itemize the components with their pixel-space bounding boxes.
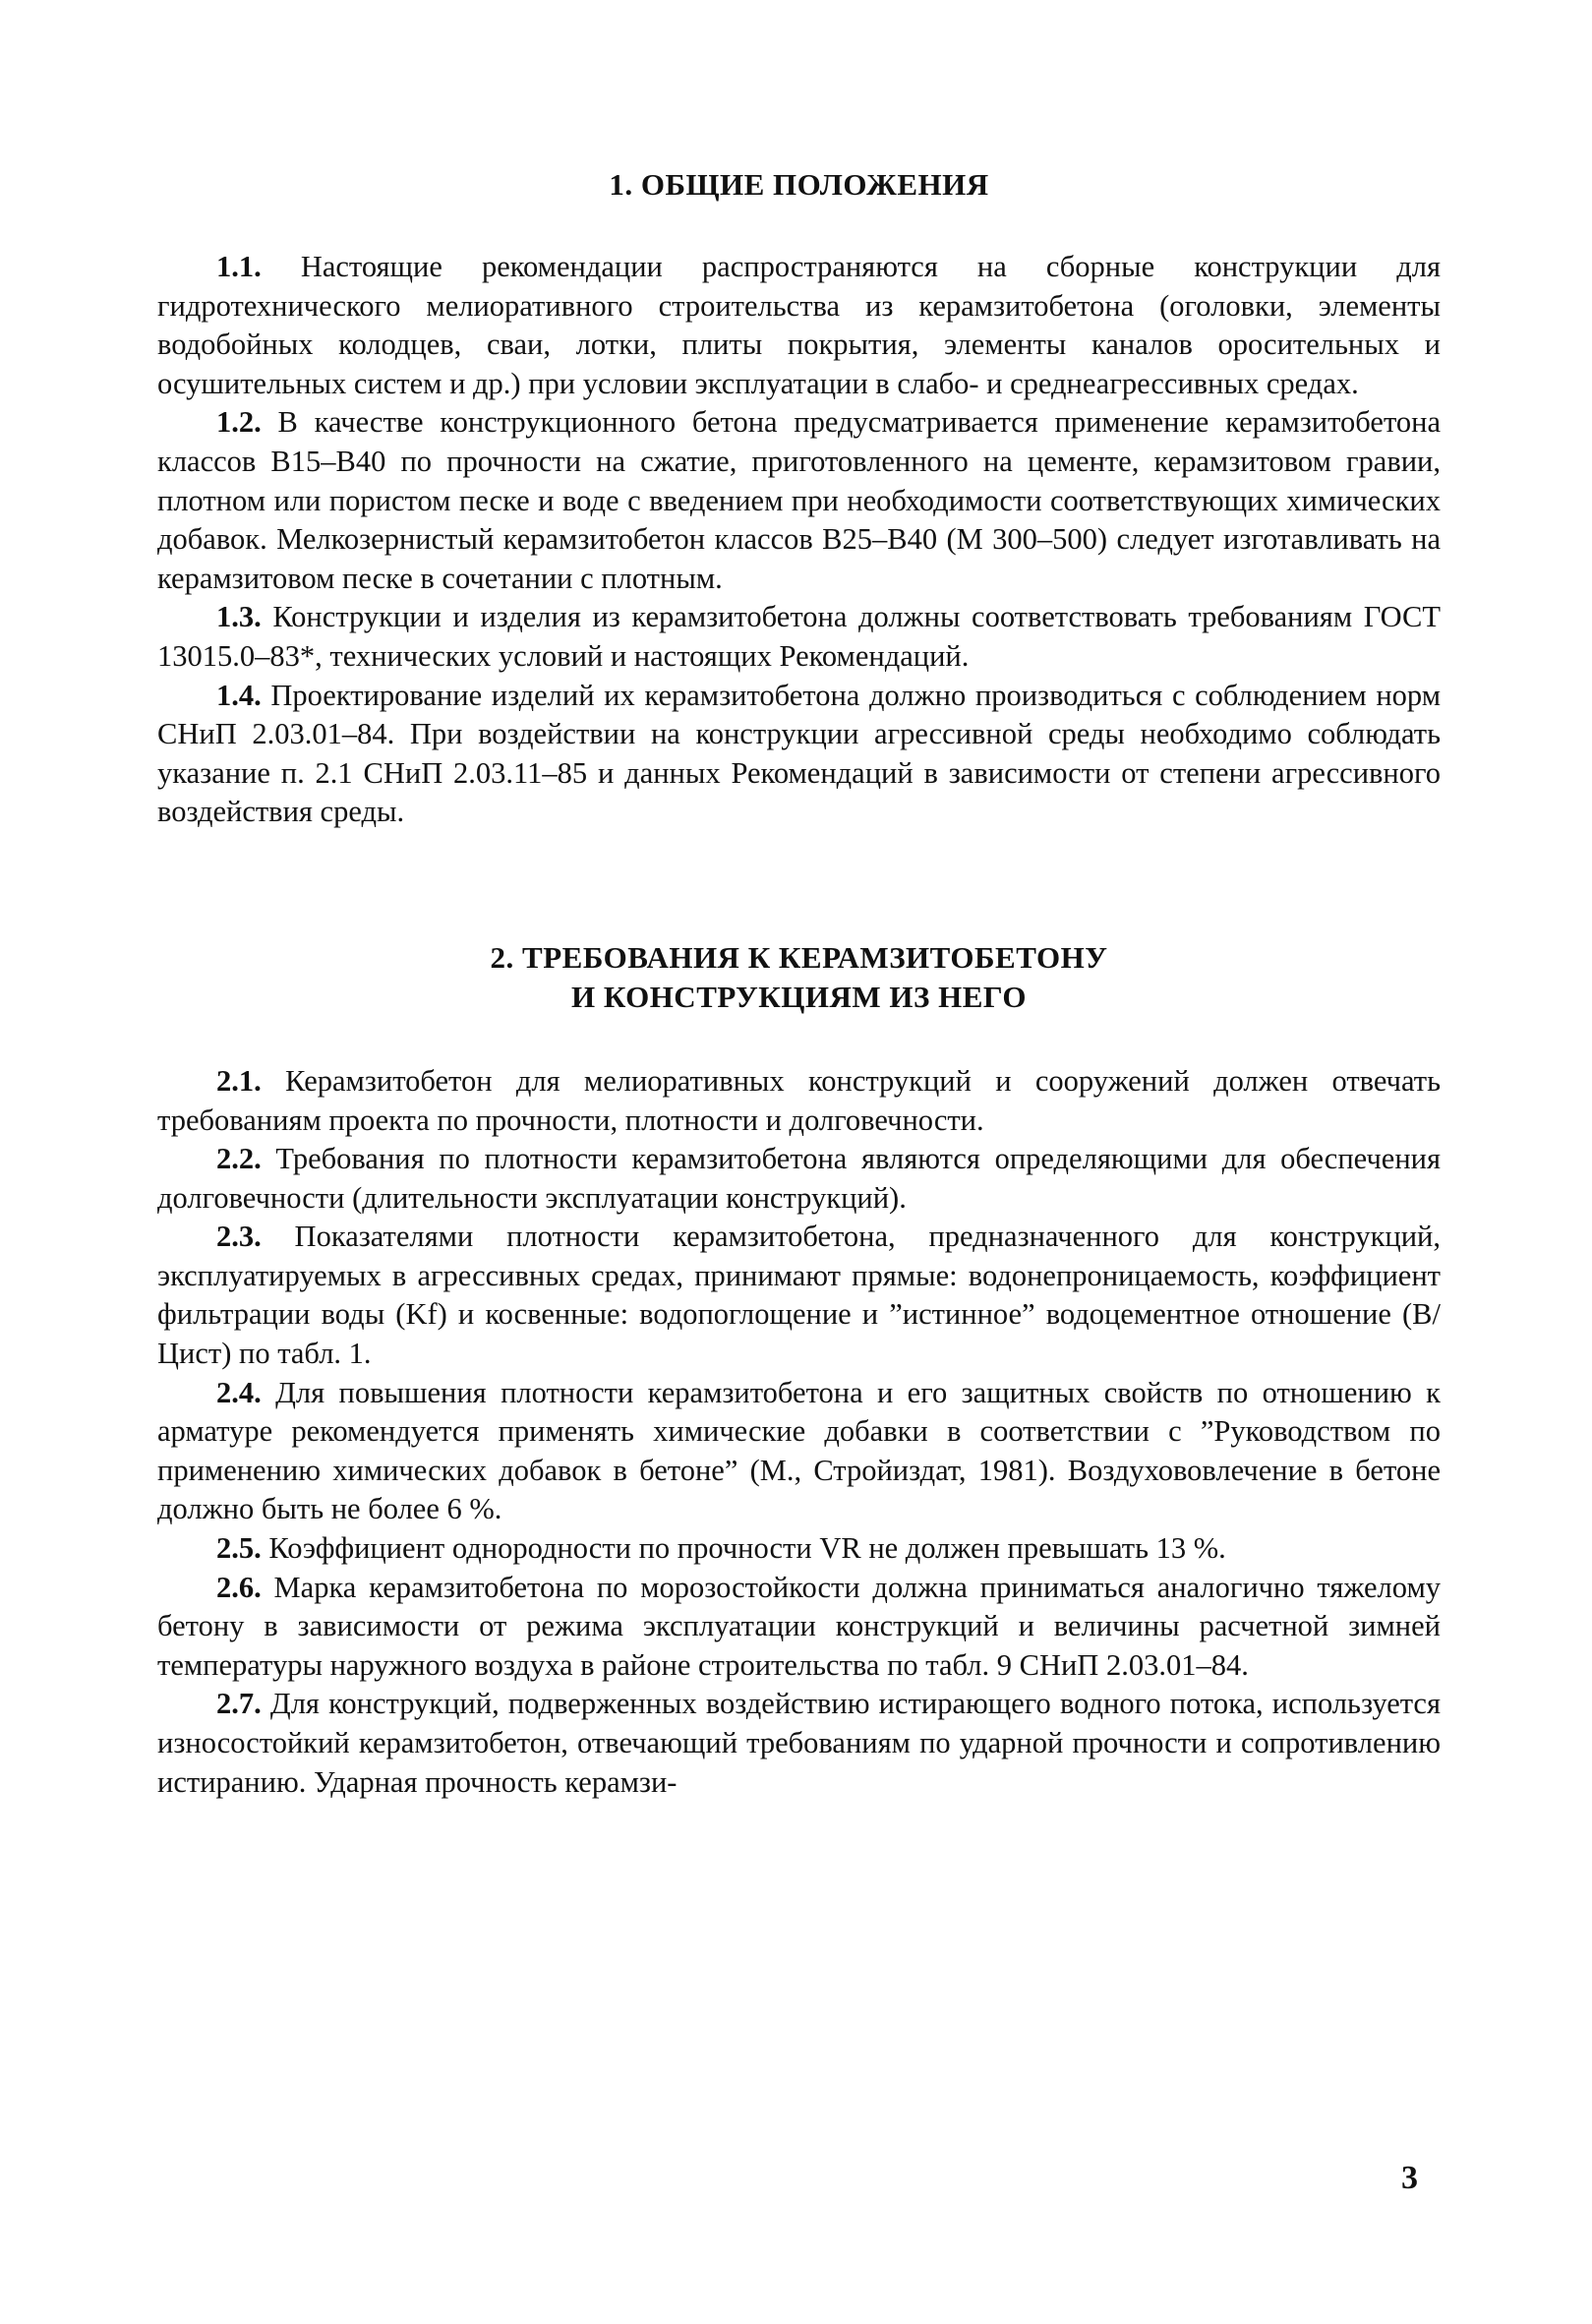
paragraph-1-4 <box>157 677 1441 832</box>
paragraph-2-3 <box>157 1218 1441 1373</box>
paragraph-2-4 <box>157 1374 1441 1529</box>
section-2-title <box>157 938 1441 1017</box>
paragraph-number: 1.3. <box>216 600 262 634</box>
paragraph-text: Марка керамзитобетона по морозостойкости должна приниматься аналогично тяжелому бетону в зависимости от режима эксплуатации конструкций и величины расчетной зимней температуры наружного воздуха в районе строительства по табл. 9 СНиП 2.03.01–84. <box>157 1570 1441 1682</box>
paragraph-text: Проектирование изделий их керамзитобетона должно производиться с соблюдением норм СНиП 2.03.01–84. При воздействии на конструкции агрессивной среды необходимо соблюдать указание п. 2.1 СНиП 2.03.11–85 и данных Рекомендаций в зависимости от степени агрессивного воздействия среды. <box>157 678 1441 829</box>
paragraph-text: Для конструкций, подверженных воздействию истирающего водного потока, используется износостойкий керамзитобетон, отвечающий требованиям по ударной прочности и сопротивлению истиранию. Ударная прочность керамзи- <box>157 1687 1441 1799</box>
paragraph-number: 1.1. <box>216 250 262 283</box>
paragraph-text: Показателями плотности керамзитобетона, предназначенного для конструкций, эксплуатируемых в агрессивных средах, принимают прямые: водонепроницаемость, коэффициент фильтрации воды (Kf) и косвенные: водопоглощение и ”истинное” водоцементное отношение (В/Цист) по табл. 1. <box>157 1220 1441 1371</box>
paragraph-number: 1.4. <box>216 678 262 712</box>
section-2-title-line-1: 2. ТРЕБОВАНИЯ К КЕРАМЗИТОБЕТОНУ <box>490 939 1108 975</box>
paragraph-2-7 <box>157 1685 1441 1802</box>
paragraph-text: В качестве конструкционного бетона предусматривается применение керамзитобетона классов В15–В40 по прочности на сжатие, приготовленного на цементе, керамзитовом гравии, плотном или пористом песке и воде с введением при необходимости соответствующих химических добавок. Мелкозернистый керамзитобетон классов В25–В40 (М 300–500) следует изготавливать на керамзитовом песке в сочетании с плотным. <box>157 405 1441 595</box>
paragraph-number: 2.5. <box>216 1531 262 1566</box>
paragraph-number: 2.2. <box>216 1142 262 1176</box>
paragraph-number: 1.2. <box>216 405 262 440</box>
paragraph-text: Настоящие рекомендации распространяются на сборные конструкции для гидротехнического мелиоративного строительства из керамзитобетона (оголовки, элементы водобойных колодцев, сваи, лотки, плиты покрытия, элементы каналов оросительных и осушительных систем и др.) при условии эксплуатации в слабо- и среднеагрессивных средах. <box>157 250 1441 400</box>
paragraph-text: Конструкции и изделия из керамзитобетона должны соответствовать требованиям ГОСТ 13015.0–83*, технических условий и настоящих Рекомендаций. <box>157 600 1441 673</box>
paragraph-2-2 <box>157 1140 1441 1218</box>
paragraph-2-1 <box>157 1062 1441 1140</box>
paragraph-2-6 <box>157 1569 1441 1686</box>
paragraph-1-1 <box>157 248 1441 403</box>
section-1-title: 1. ОБЩИЕ ПОЛОЖЕНИЯ <box>609 167 989 202</box>
paragraph-number: 2.7. <box>216 1687 262 1721</box>
paragraph-text: Коэффициент однородности по прочности VR не должен превышать 13 %. <box>261 1531 1226 1566</box>
paragraph-1-2 <box>157 403 1441 598</box>
paragraph-number: 2.1. <box>216 1063 262 1098</box>
paragraph-2-5 <box>157 1529 1441 1569</box>
section-2-title-line-2: И КОНСТРУКЦИЯМ ИЗ НЕГО <box>571 979 1027 1014</box>
paragraph-text: Керамзитобетон для мелиоративных конструкций и сооружений должен отвечать требованиям проекта по прочности, плотности и долговечности. <box>157 1063 1441 1137</box>
paragraph-number: 2.3. <box>216 1220 262 1254</box>
paragraph-1-3 <box>157 598 1441 676</box>
paragraph-number: 2.4. <box>216 1375 262 1409</box>
page-number: 3 <box>1401 2160 1418 2196</box>
paragraph-number: 2.6. <box>216 1570 262 1604</box>
paragraph-text: Для повышения плотности керамзитобетона и его защитных свойств по отношению к арматуре рекомендуется применять химические добавки в соответствии с ”Руководством по применению химических добавок в бетоне” (М., Стройиздат, 1981). Воздухововлечение в бетоне должно быть не более 6 %. <box>157 1375 1441 1526</box>
page-content <box>157 157 1441 1802</box>
paragraph-text: Требования по плотности керамзитобетона являются определяющими для обеспечения долговечности (длительности эксплуатации конструкций). <box>157 1142 1441 1215</box>
